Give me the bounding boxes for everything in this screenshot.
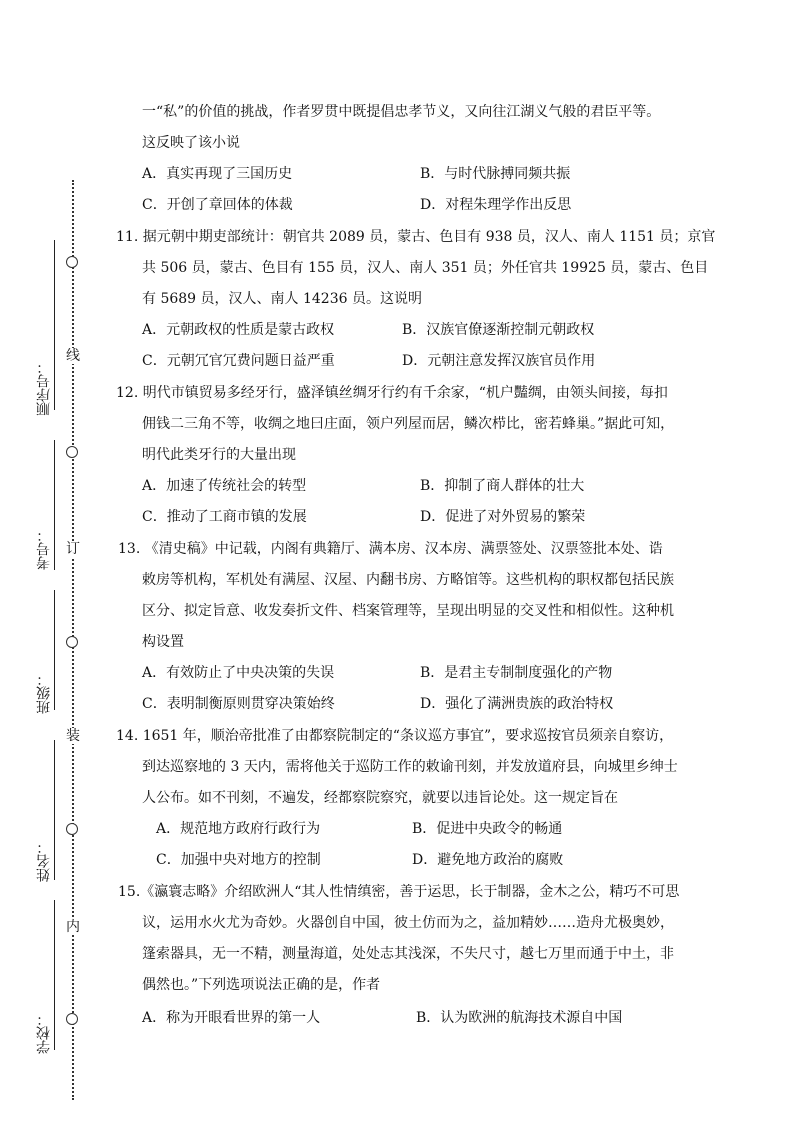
q15-stem-line: 篷索器具，无一不精，测量海道，处处志其浅深，不失尺寸，越七万里而通于中土，非: [142, 946, 674, 962]
q10-option-d[interactable]: D．对程朱理学作出反思: [420, 197, 572, 213]
binding-mark-nei: 内: [66, 919, 80, 935]
q11-option-c[interactable]: C．元朝冗官冗费问题日益严重: [142, 353, 335, 369]
q10-option-a[interactable]: A．真实再现了三国历史: [142, 166, 293, 182]
binding-circle-mark: [66, 636, 78, 648]
q12-stem-line: 12. 明代市镇贸易多经牙行，盛泽镇丝绸牙行约有千余家，“机户豔绸，由领头间接，每扣: [116, 385, 668, 401]
q13-option-b[interactable]: B．是君主专制制度强化的产物: [420, 665, 613, 681]
q15-option-a[interactable]: A．称为开眼看世界的第一人: [142, 1010, 321, 1026]
q12-option-d[interactable]: D．促进了对外贸易的繁荣: [420, 509, 586, 525]
q14-stem-line: 到达巡察地的 3 天内，需将他关于巡防工作的敕谕刊刻，并发放道府县，向城里乡绅士: [142, 759, 678, 775]
order-number-line[interactable]: [54, 240, 55, 410]
q13-option-a[interactable]: A．有效防止了中央决策的失误: [142, 665, 335, 681]
q11-stem-line: 11. 据元朝中期吏部统计：朝官共 2089 员，蒙古、色目有 938 员，汉人、南人 1151 员；京官: [116, 229, 716, 245]
binding-mark-ding: 订: [66, 541, 80, 557]
q15-stem-line: 15.《瀛寰志略》介绍欧洲人“其人性情缜密，善于运思，长于制器，金木之公，精巧不可思: [118, 884, 680, 900]
binding-circle-mark: [66, 446, 78, 458]
exam-number-line[interactable]: [54, 440, 55, 570]
q11-stem-line: 有 5689 员，汉人、南人 14236 员。这说明: [142, 291, 422, 307]
q15-stem-line: 偶然也。”下列选项说法正确的是，作者: [142, 977, 381, 993]
q13-option-d[interactable]: D．强化了满洲贵族的政治特权: [420, 696, 614, 712]
school-label: 学校：: [36, 1012, 52, 1054]
q10-option-c[interactable]: C．开创了章回体的体裁: [142, 197, 293, 213]
class-label: 班级：: [36, 672, 52, 714]
q13-option-c[interactable]: C．表明制衡原则贯穿决策始终: [142, 696, 335, 712]
q10-stem-line: 一“私”的价值的挑战，作者罗贯中既提倡忠孝节义，又向往江湖义气般的君臣平等。: [142, 104, 661, 120]
q14-stem-line: 14. 1651 年，顺治帝批准了由都察院制定的“条议巡方事宜”，要求巡按官员须亲自察访，: [116, 728, 674, 744]
q11-stem-line: 共 506 员，蒙古、色目有 155 员，汉人、南人 351 员；外任官共 19925 员，蒙古、色目: [142, 260, 709, 276]
q10-stem-line: 这反映了该小说: [142, 135, 240, 151]
q15-stem-line: 议，运用水火尤为奇妙。火器创自中国，彼土仿而为之，益加精妙……造舟尤极奥妙，: [142, 915, 674, 931]
binding-circle-mark: [66, 256, 78, 268]
q13-stem-line: 13. 《清史稿》中记载，内阁有典籍厅、满本房、汉本房、满票签处、汉票签批本处、诰: [118, 541, 663, 557]
name-label: 姓名：: [36, 840, 52, 882]
name-line[interactable]: [54, 740, 55, 880]
q14-option-a[interactable]: A．规范地方政府行政行为: [156, 821, 321, 837]
q15-option-b[interactable]: B．认为欧洲的航海技术源自中国: [416, 1010, 623, 1026]
q12-stem-line: 明代此类牙行的大量出现: [142, 447, 296, 463]
q14-stem-line: 人公布。如不刊刻，不遍发，经都察院察究，就要以违旨论处。这一规定旨在: [142, 790, 618, 806]
q12-option-b[interactable]: B．抑制了商人群体的壮大: [420, 478, 585, 494]
binding-circle-mark: [66, 823, 78, 835]
q10-option-b[interactable]: B．与时代脉搏同频共振: [420, 166, 571, 182]
exam-number-label: 考号：: [36, 528, 52, 570]
q11-option-a[interactable]: A．元朝政权的性质是蒙古政权: [142, 322, 335, 338]
q11-option-b[interactable]: B．汉族官僚逐渐控制元朝政权: [402, 322, 595, 338]
binding-mark-xian: 线: [66, 348, 80, 364]
school-line[interactable]: [54, 900, 55, 1050]
q12-stem-line: 佣钱二三角不等，收绸之地曰庄面，领户列屋而居，鳞次栉比，密若蜂巢。”据此可知，: [142, 416, 675, 432]
q12-option-a[interactable]: A．加速了传统社会的转型: [142, 478, 307, 494]
q12-option-c[interactable]: C．推动了工商市镇的发展: [142, 509, 307, 525]
q14-option-c[interactable]: C．加强中央对地方的控制: [156, 852, 321, 868]
q14-option-b[interactable]: B．促进中央政令的畅通: [412, 821, 563, 837]
q13-stem-line: 区分、拟定旨意、收发奏折文件、档案管理等，呈现出明显的交叉性和相似性。这种机: [142, 603, 674, 619]
binding-mark-zhuang: 装: [66, 728, 80, 744]
binding-circle-mark: [66, 1013, 78, 1025]
class-line[interactable]: [54, 590, 55, 710]
q11-option-d[interactable]: D．元朝注意发挥汉族官员作用: [402, 353, 596, 369]
q13-stem-line: 构设置: [142, 634, 184, 650]
q14-option-d[interactable]: D．避免地方政治的腐败: [412, 852, 564, 868]
q13-stem-line: 敕房等机构，军机处有满屋、汉屋、内翻书房、方略馆等。这些机构的职权都包括民族: [142, 572, 674, 588]
order-number-label: 顺序号：: [36, 360, 52, 416]
